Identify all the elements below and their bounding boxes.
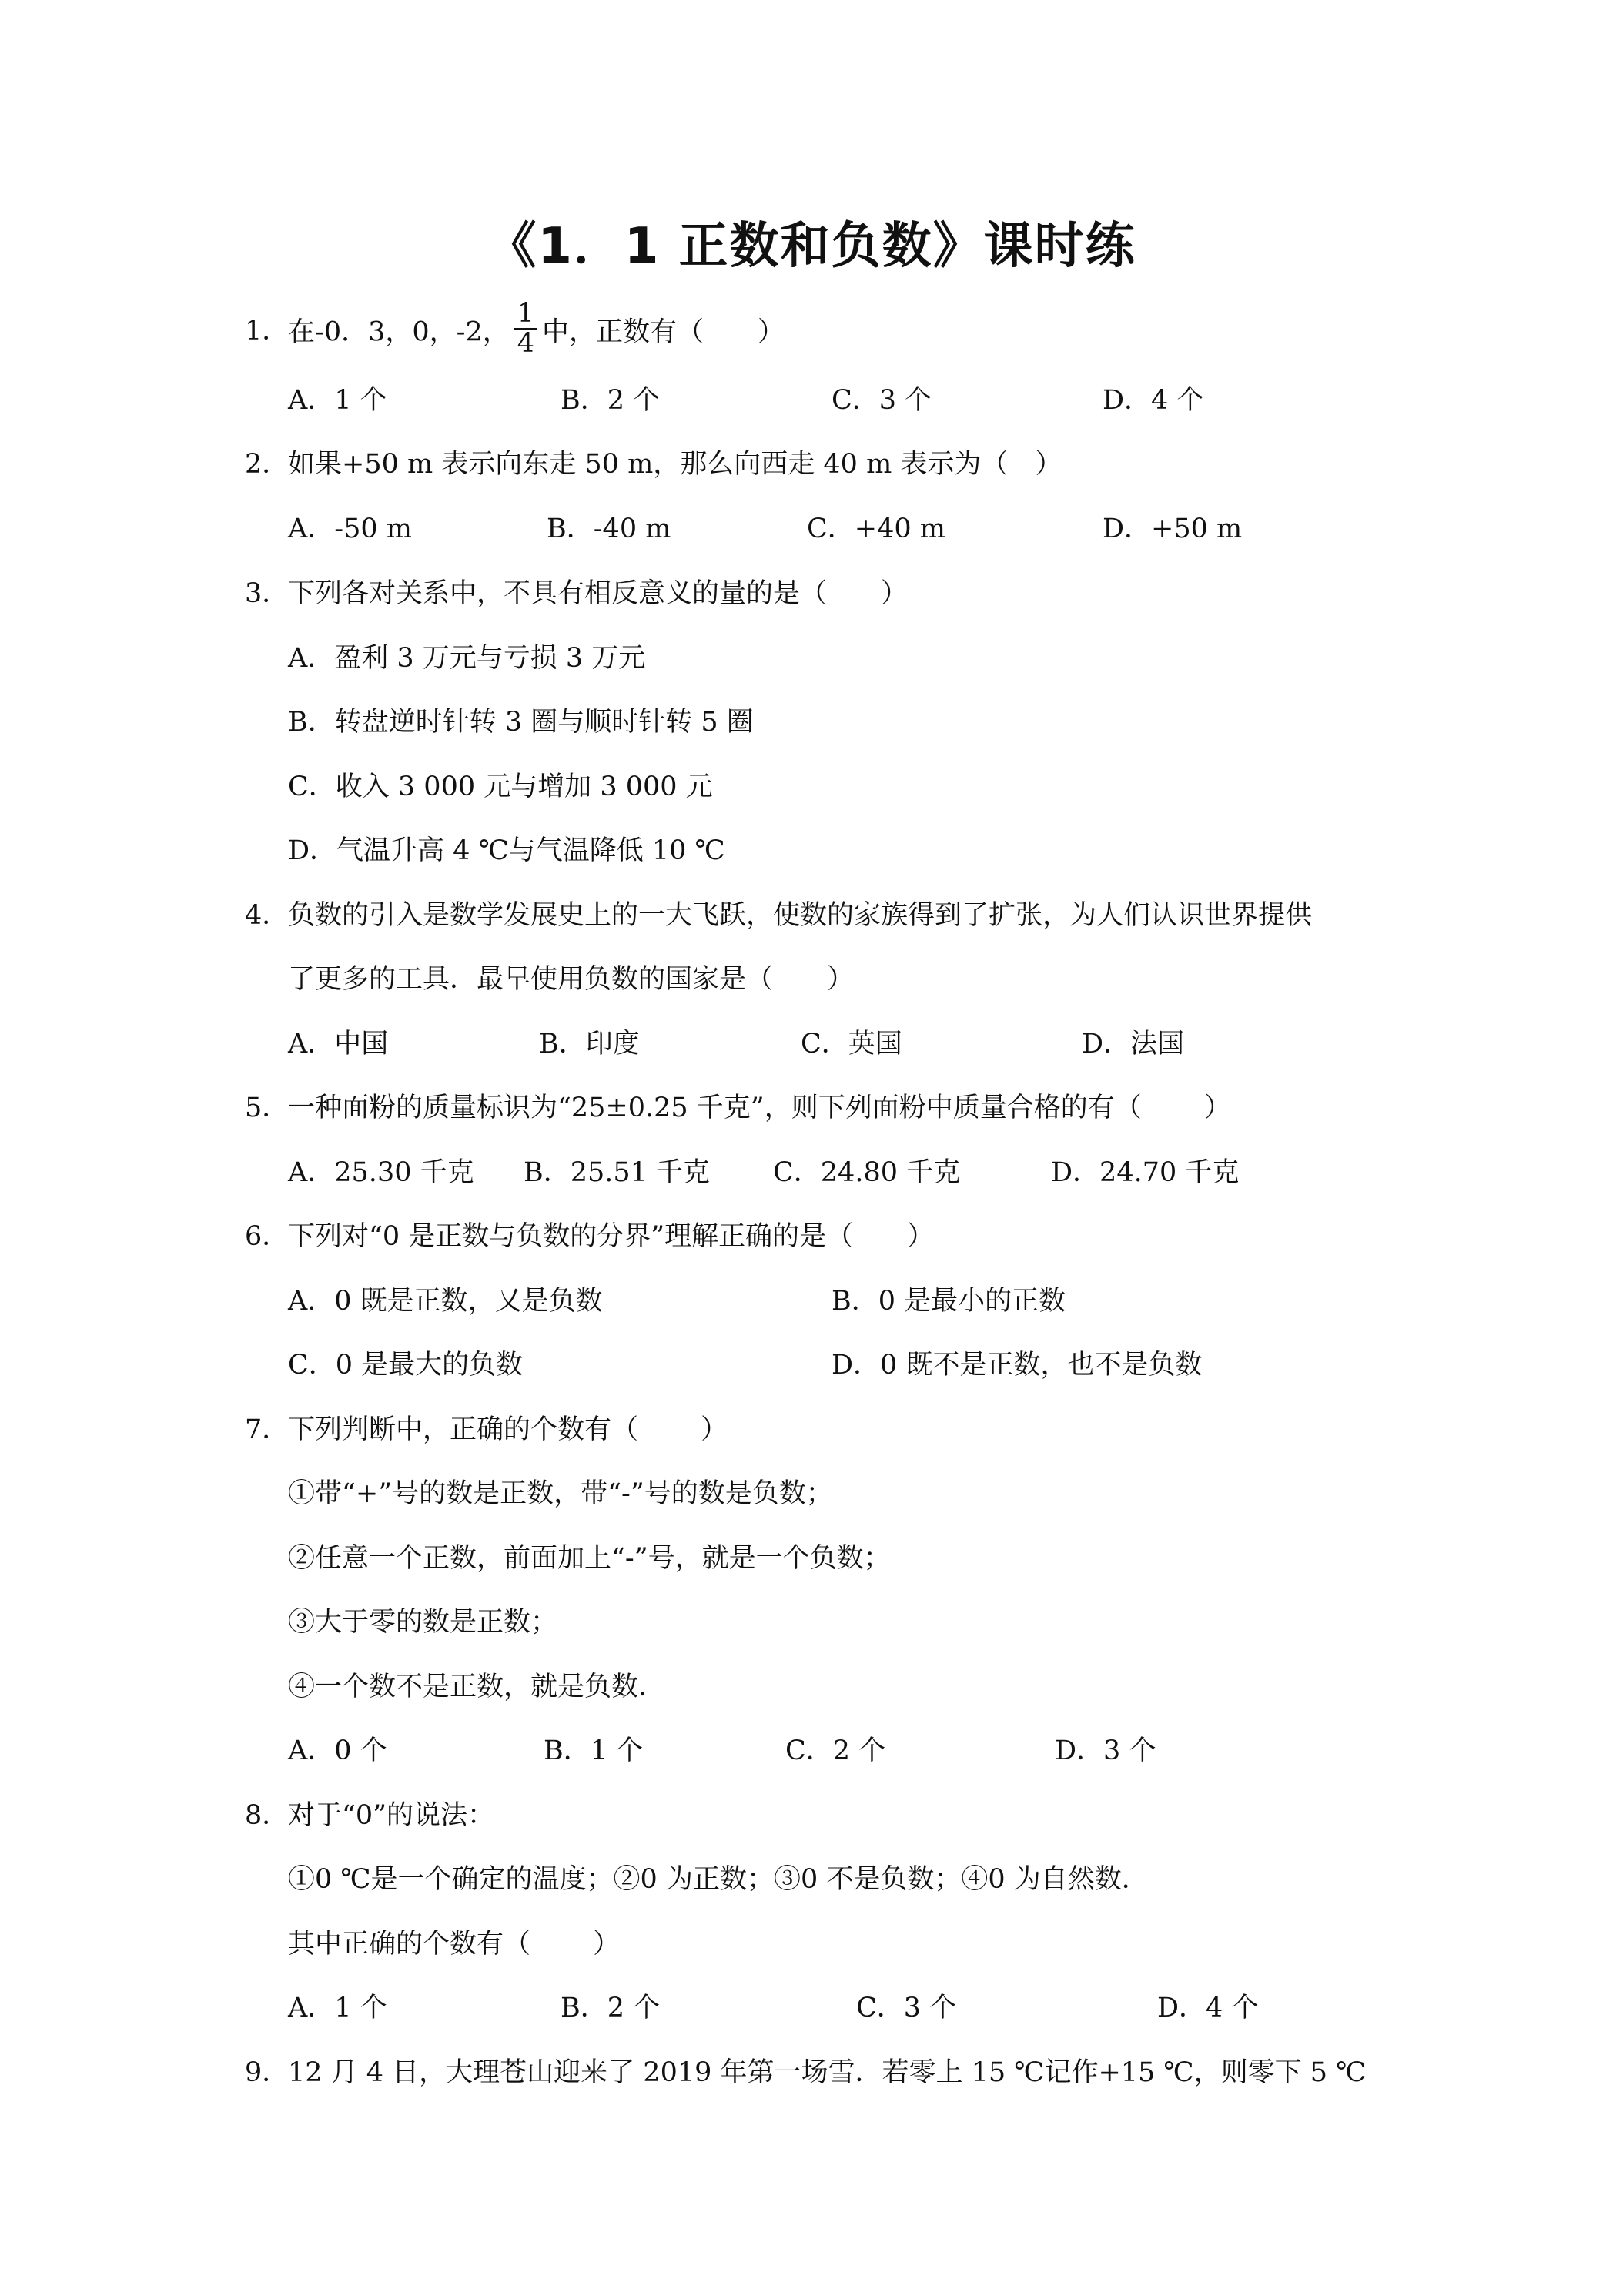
option-d: D．气温升高 4 ℃与气温降低 10 ℃ — [288, 835, 725, 866]
option-a: A．中国 — [288, 1029, 389, 1059]
option-a: A．盈利 3 万元与亏损 3 万元 — [288, 643, 646, 674]
question-text: 如果+50 m 表示向东走 50 m，那么向西走 40 m 表示为（ ） — [288, 449, 1062, 480]
option-d: D．法国 — [1082, 1029, 1185, 1059]
option-c: C．英国 — [801, 1029, 902, 1059]
fraction — [514, 300, 537, 358]
option-b: B．2 个 — [561, 1993, 661, 2023]
option-c: C．3 个 — [832, 385, 932, 416]
question-number: 1． — [245, 316, 289, 346]
question-number: 2． — [245, 449, 289, 480]
option-d: D．4 个 — [1103, 385, 1204, 416]
option-d: D．3 个 — [1055, 1735, 1156, 1766]
fraction-denominator: 4 — [517, 327, 535, 359]
fraction-numerator: 1 — [514, 300, 537, 330]
question-text-prefix: 在-0．3，0，-2， — [288, 316, 510, 348]
question-number: 6． — [245, 1221, 289, 1252]
option-d: D．+50 m — [1103, 514, 1243, 544]
question-text-suffix: 中，正数有（ ） — [542, 316, 785, 348]
question-number: 7． — [245, 1414, 289, 1445]
question-text: 12 月 4 日，大理苍山迎来了 2019 年第一场雪．若零上 15 ℃记作+15 ℃，则零下 5 ℃ — [288, 2057, 1367, 2088]
question-text — [288, 298, 785, 363]
option-b: B．2 个 — [561, 385, 661, 416]
question-number: 8． — [245, 1800, 289, 1831]
option-c: C．+40 m — [807, 514, 945, 544]
question-text-line-1: 负数的引入是数学发展史上的一大飞跃，使数的家族得到了扩张，为人们认识世界提供 — [288, 900, 1313, 931]
question-text: 下列对“0 是正数与负数的分界”理解正确的是（ ） — [288, 1221, 935, 1252]
option-a: A．0 个 — [288, 1735, 387, 1766]
question-number: 5． — [245, 1093, 289, 1123]
option-b: B．0 是最小的正数 — [832, 1286, 1066, 1317]
statement-1: ①带“+”号的数是正数，带“-”号的数是负数； — [288, 1478, 833, 1509]
question-text: 下列判断中，正确的个数有（ ） — [288, 1414, 728, 1445]
option-c: C．2 个 — [785, 1735, 886, 1766]
option-b: B．印度 — [539, 1029, 640, 1059]
option-a: A．25.30 千克 — [288, 1157, 474, 1188]
option-a: A．1 个 — [288, 385, 387, 416]
question-text: 一种面粉的质量标识为“25±0.25 千克”，则下列面粉中质量合格的有（ ） — [288, 1093, 1231, 1123]
option-b: B．25.51 千克 — [524, 1157, 711, 1188]
question-text-line-2: 了更多的工具．最早使用负数的国家是（ ） — [288, 964, 855, 995]
option-c: C．3 个 — [856, 1993, 957, 2023]
statement-4: ④一个数不是正数，就是负数． — [288, 1672, 666, 1702]
question-number: 4． — [245, 900, 289, 931]
option-c: C．24.80 千克 — [773, 1157, 961, 1188]
option-d: D．24.70 千克 — [1051, 1157, 1240, 1188]
option-a: A．-50 m — [288, 514, 412, 544]
option-c: C．收入 3 000 元与增加 3 000 元 — [288, 771, 713, 802]
option-c: C．0 是最大的负数 — [288, 1350, 524, 1381]
option-b: B．1 个 — [544, 1735, 644, 1766]
option-b: B．转盘逆时针转 3 圈与顺时针转 5 圈 — [288, 707, 754, 738]
option-b: B．-40 m — [547, 514, 671, 544]
question-ask: 其中正确的个数有（ ） — [288, 1929, 621, 1960]
statement: ①0 ℃是一个确定的温度；②0 为正数；③0 不是负数；④0 为自然数． — [288, 1864, 1149, 1895]
page-title: 《1．1 正数和负数》课时练 — [487, 218, 1136, 275]
statement-3: ③大于零的数是正数； — [288, 1607, 558, 1638]
question-number: 9． — [245, 2057, 289, 2088]
question-text: 对于“0”的说法： — [288, 1800, 495, 1831]
question-1 — [0, 298, 1623, 359]
question-number: 3． — [245, 578, 289, 609]
option-d: D．4 个 — [1157, 1993, 1259, 2023]
option-a: A．1 个 — [288, 1993, 387, 2023]
question-text: 下列各对关系中，不具有相反意义的量的是（ ） — [288, 578, 909, 609]
statement-2: ②任意一个正数，前面加上“-”号，就是一个负数； — [288, 1543, 891, 1574]
option-d: D．0 既不是正数，也不是负数 — [832, 1350, 1203, 1381]
option-a: A．0 既是正数，又是负数 — [288, 1286, 603, 1317]
